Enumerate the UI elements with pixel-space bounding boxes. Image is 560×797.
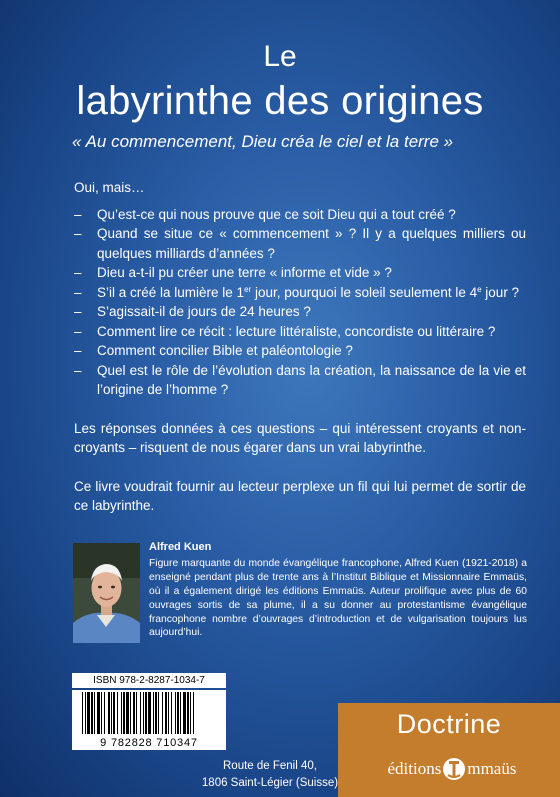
dash: – [74,206,82,222]
address-line: 1806 Saint-Légier (Suisse) [201,777,339,789]
publisher-name-left: éditions [387,759,442,778]
question-text: Comment concilier Bible et paléontologie ? [97,343,353,358]
book-title: labyrinthe des origines [76,79,484,123]
emmaus-logo-icon [442,756,466,782]
ordinal-superscript: e [477,284,482,294]
question-item [74,341,526,361]
dash: – [74,226,82,241]
dash: – [74,323,82,339]
blurb-paragraph: Les réponses données à ces questions – qui intéressent croyants et non-croyants – risquent de nous égarer dans un vrai labyrinthe. [74,420,526,455]
dash: – [74,362,82,378]
author-photo [73,543,140,643]
dash: – [74,304,82,319]
question-text: Quel est le rôle de l’évolution dans la création, la naissance de la vie et l’origine de l’homme ? [97,362,526,397]
dash: – [74,284,82,300]
question-list [74,205,526,400]
question-text [97,285,519,300]
dash: – [74,265,82,280]
author-bio [149,541,527,640]
question-text: Dieu a-t-il pu créer une terre « informe et vide » ? [97,265,392,280]
publisher-logo [356,754,548,784]
isbn-label: ISBN 978-2-8287-1034-7 [72,673,226,688]
question-item [74,302,526,322]
genesis-quote: « Au commencement, Dieu créa le ciel et la terre » [72,132,454,151]
book-title-top: Le [263,40,297,73]
question-item [74,224,526,263]
author-name: Alfred Kuen [149,541,212,553]
barcode-icon [72,690,226,734]
address-line: Route de Fenil 40, [223,760,317,772]
author-bio-text: Figure marquante du monde évangélique francophone, Alfred Kuen (1921-2018) a enseigné pendant plus de trente ans à l’Institut Biblique et Missionnaire Emmaüs, où il a également dirigé les éditions Emmaüs. Auteur prolifique avec plus de 60 ouvrages sortis de sa plume, il a su donner au protestantisme évangélique francophone nombre d’ouvrages d’introduction et de vulgarisation toujours lus aujourd’hui. [149,557,527,639]
author-portrait-icon [73,543,140,643]
question-text: Qu’est-ce qui nous prouve que ce soit Dieu qui a tout créé ? [97,206,456,222]
question-text: S’agissait-il de jours de 24 heures ? [97,304,311,319]
question-item [74,263,526,283]
question-text-part: S’il a créé la lumière le 1 [97,284,245,300]
publisher-name-right: mmaüs [467,759,517,778]
blurb-paragraph: Ce livre voudrait fournir au lecteur perplexe un fil qui lui permet de sortir de ce labyrinthe. [74,478,526,513]
question-item [74,205,526,225]
question-text-part: jour ? [481,284,520,300]
question-text: Quand se situe ce « commencement » ? Il y a quelques milliers ou quelques milliards d’années ? [97,226,526,261]
blurb [74,178,526,516]
publisher-address [200,758,340,792]
series-label: Doctrine [396,709,502,739]
blurb-intro: Oui, mais… [74,180,145,195]
ordinal-superscript: er [244,284,252,294]
question-text-part: jour, pourquoi le soleil seulement le 4 [251,284,478,300]
question-item [74,361,526,400]
question-item [74,283,526,303]
barcode-digits: 9 782828 710347 [100,737,198,749]
question-item [74,322,526,342]
dash: – [74,343,82,358]
question-text: Comment lire ce récit : lecture littéraliste, concordiste ou littéraire ? [97,323,496,339]
